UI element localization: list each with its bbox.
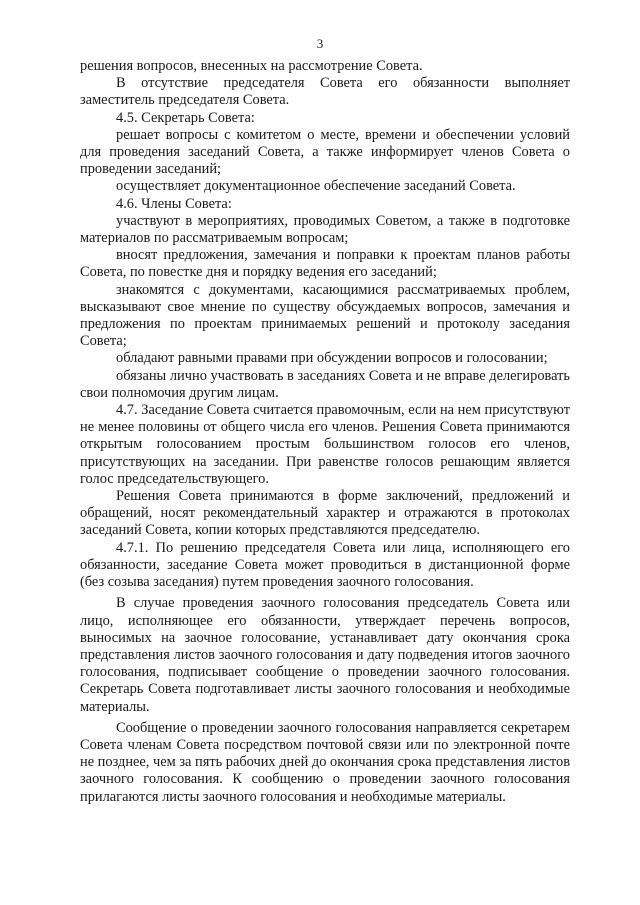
paragraph: участвуют в мероприятиях, проводимых Советом, а также в подготовке материалов по рассматриваемым вопросам;: [80, 212, 570, 247]
paragraph: Сообщение о проведении заочного голосования направляется секретарем Совета членам Совета посредством почтовой связи или по электронной почте не позднее, чем за пять рабочих дней до окончания срока представления листов заочного голосования. К сообщению о проведении заочного голосования прилагаются листы заочного голосования и необходимые материалы.: [80, 719, 570, 805]
paragraph: решения вопросов, внесенных на рассмотрение Совета.: [80, 58, 423, 74]
paragraph: обладают равными правами при обсуждении вопросов и голосовании;: [116, 350, 548, 367]
paragraph: знакомятся с документами, касающимися рассматриваемых проблем, высказывают свое мнение по существу обсуждаемых вопросов, замечания и предложения по проектам принимаемых решений и протоколу заседания Совета;: [80, 281, 570, 350]
paragraph: вносят предложения, замечания и поправки к проектам планов работы Совета, по повестке дня и порядку ведения его заседаний;: [80, 247, 570, 281]
paragraph: В случае проведения заочного голосования председатель Совета или лицо, исполняющее его обязанности, утверждает перечень вопросов, выносимых на заочное голосование, устанавливает дату окончания срока представления листов заочного голосования и дату подведения итогов заочного голосования, подписывает сообщение о проведении заочного голосования. Секретарь Совета подготавливает листы заочного голосования и необходимые материалы.: [80, 595, 570, 715]
paragraph: 4.7.1. По решению председателя Совета или лица, исполняющего его обязанности, заседание Совета может проводиться в дистанционной форме (без созыва заседания) путем проведения заочного голосования.: [80, 539, 570, 591]
section-heading: 4.6. Члены Совета:: [116, 195, 232, 212]
paragraph: Решения Совета принимаются в форме заключений, предложений и обращений, носят рекомендательный характер и отражаются в протоколах заседаний Совета, копии которых представляются председателю.: [80, 488, 570, 539]
paragraph: решает вопросы с комитетом о месте, времени и обеспечении условий для проведения заседаний Совета, а также информирует членов Совета о проведении заседаний;: [80, 126, 570, 178]
section-heading: 4.5. Секретарь Совета:: [116, 109, 255, 126]
paragraph: 4.7. Заседание Совета считается правомочным, если на нем присутствуют не менее половины от общего числа его членов. Решения Совета принимаются открытым голосованием простым большинством голосов его членов, присутствующих на заседании. При равенстве голосов решающим является голос председательствующего.: [80, 402, 570, 487]
paragraph: осуществляет документационное обеспечение заседаний Совета.: [116, 178, 516, 195]
page-number: 3: [316, 36, 324, 51]
paragraph: В отсутствие председателя Совета его обязанности выполняет заместитель председателя Совета.: [80, 75, 570, 109]
paragraph: обязаны лично участвовать в заседаниях Совета и не вправе делегировать свои полномочия другим лицам.: [80, 367, 570, 401]
document-body: [80, 58, 570, 806]
